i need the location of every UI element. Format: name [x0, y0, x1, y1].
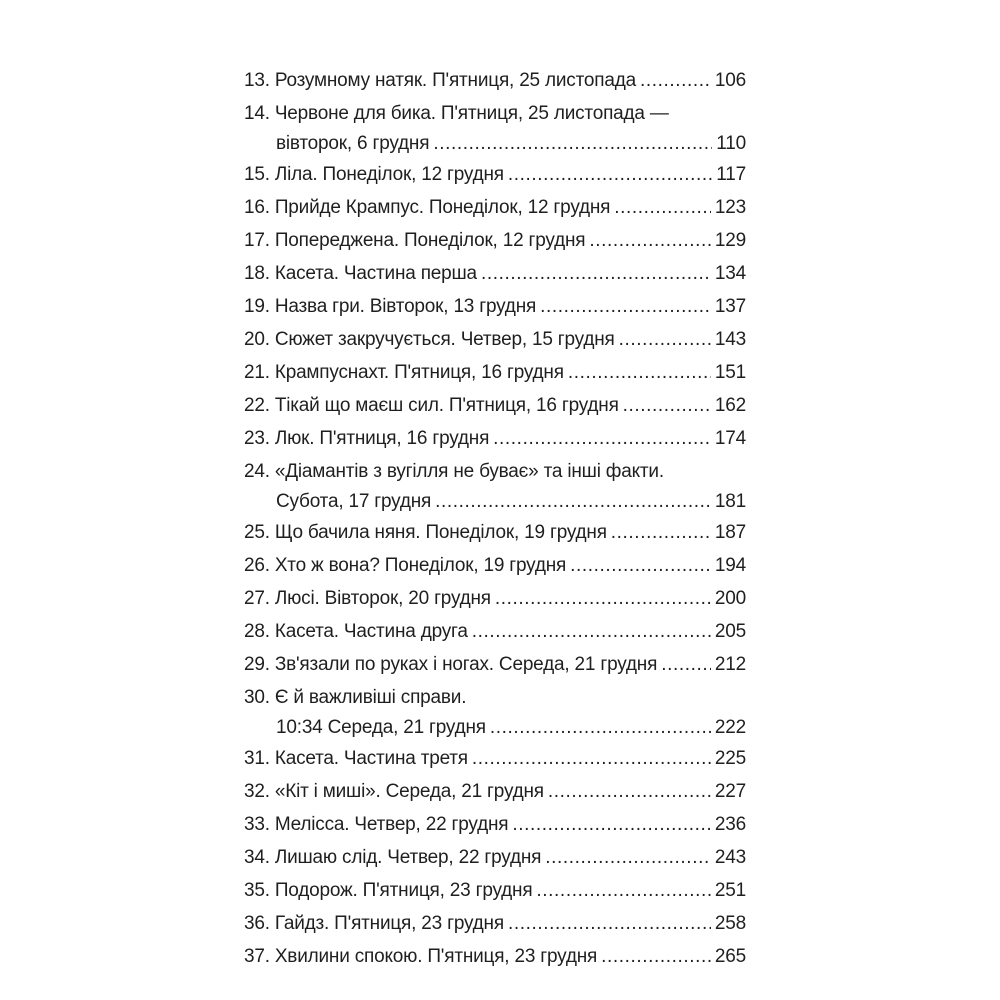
chapter-number: 36.	[244, 913, 270, 934]
chapter-title: Ліла. Понеділок, 12 грудня	[274, 164, 504, 185]
dot-leader	[570, 549, 711, 582]
chapter-title: Люк. П'ятниця, 16 грудня	[274, 428, 490, 449]
page-number: 194	[714, 555, 746, 576]
dot-leader	[493, 422, 711, 455]
dot-leader	[601, 940, 711, 973]
dot-leader	[568, 356, 711, 389]
dot-leader	[540, 290, 711, 323]
toc-entry	[244, 158, 746, 191]
toc-entry	[244, 455, 746, 516]
chapter-title: Червоне для бика. П'ятниця, 25 листопада —	[274, 103, 669, 124]
dot-leader	[508, 158, 712, 191]
chapter-title: Назва гри. Вівторок, 13 грудня	[274, 296, 537, 317]
page-number: 181	[714, 491, 746, 512]
toc-line	[244, 158, 746, 191]
toc-line	[244, 516, 746, 549]
chapter-number: 32.	[244, 781, 270, 802]
page-number: 225	[714, 748, 746, 769]
chapter-number: 17.	[244, 230, 270, 251]
toc-entry	[244, 191, 746, 224]
toc-line	[244, 808, 746, 841]
dot-leader	[545, 841, 711, 874]
chapter-number: 34.	[244, 847, 270, 868]
chapter-title: Гайдз. П'ятниця, 23 грудня	[274, 913, 504, 934]
chapter-title: Попереджена. Понеділок, 12 грудня	[274, 230, 586, 251]
toc-entry	[244, 615, 746, 648]
chapter-title: Касета. Частина третя	[274, 748, 468, 769]
page-number: 117	[716, 164, 746, 185]
toc-line	[244, 323, 746, 356]
dot-leader	[611, 516, 711, 549]
chapter-number: 31.	[244, 748, 270, 769]
toc-entry	[244, 549, 746, 582]
dot-leader	[433, 130, 712, 158]
page-number: 106	[714, 70, 746, 91]
toc-line	[244, 648, 746, 681]
toc-entry	[244, 356, 746, 389]
table-of-contents	[244, 64, 746, 973]
page-number: 222	[714, 717, 746, 738]
toc-line	[244, 97, 746, 130]
toc-line	[244, 455, 746, 488]
toc-line	[244, 130, 746, 158]
toc-entry	[244, 808, 746, 841]
dot-leader	[512, 808, 711, 841]
page-number: 243	[714, 847, 746, 868]
toc-entry	[244, 290, 746, 323]
toc-line	[244, 615, 746, 648]
chapter-number: 24.	[244, 461, 270, 482]
dot-leader	[508, 907, 711, 940]
toc-entry	[244, 582, 746, 615]
toc-line	[244, 257, 746, 290]
page-number: 236	[714, 814, 746, 835]
toc-entry	[244, 516, 746, 549]
dot-leader	[640, 64, 711, 97]
chapter-title: Сюжет закручується. Четвер, 15 грудня	[274, 329, 615, 350]
chapter-title: Зв'язали по руках і ногах. Середа, 21 грудня	[274, 654, 658, 675]
chapter-number: 25.	[244, 522, 270, 543]
page-number: 265	[714, 946, 746, 967]
chapter-number: 22.	[244, 395, 270, 416]
chapter-number: 13.	[244, 70, 270, 91]
toc-entry	[244, 775, 746, 808]
chapter-number: 21.	[244, 362, 270, 383]
toc-line	[244, 549, 746, 582]
chapter-title: Крампуснахт. П'ятниця, 16 грудня	[274, 362, 564, 383]
toc-entry	[244, 940, 746, 973]
toc-line	[244, 681, 746, 714]
chapter-title: Субота, 17 грудня	[276, 491, 432, 512]
toc-line	[244, 290, 746, 323]
page-number: 134	[714, 263, 746, 284]
toc-entry	[244, 97, 746, 158]
toc-entry	[244, 742, 746, 775]
page-number: 143	[714, 329, 746, 350]
toc-line	[244, 422, 746, 455]
page-number: 162	[714, 395, 746, 416]
page-number: 200	[714, 588, 746, 609]
chapter-title: Що бачила няня. Понеділок, 19 грудня	[274, 522, 607, 543]
dot-leader	[472, 615, 711, 648]
toc-line	[244, 389, 746, 422]
page-number: 129	[714, 230, 746, 251]
chapter-title: Мелісса. Четвер, 22 грудня	[274, 814, 509, 835]
page-number: 110	[716, 133, 746, 154]
chapter-title: Розумному натяк. П'ятниця, 25 листопада	[274, 70, 636, 91]
toc-line	[244, 841, 746, 874]
chapter-title: Хто ж вона? Понеділок, 19 грудня	[274, 555, 567, 576]
dot-leader	[623, 389, 711, 422]
chapter-title: «Кіт і миші». Середа, 21 грудня	[274, 781, 544, 802]
toc-line	[244, 742, 746, 775]
chapter-title: 10:34 Середа, 21 грудня	[276, 717, 486, 738]
chapter-title: Прийде Крампус. Понеділок, 12 грудня	[274, 197, 611, 218]
toc-line	[244, 714, 746, 742]
toc-line	[244, 356, 746, 389]
toc-line	[244, 907, 746, 940]
toc-entry	[244, 257, 746, 290]
toc-entry	[244, 874, 746, 907]
chapter-number: 23.	[244, 428, 270, 449]
chapter-number: 14.	[244, 103, 270, 124]
dot-leader	[619, 323, 711, 356]
dot-leader	[495, 582, 711, 615]
chapter-number: 18.	[244, 263, 270, 284]
chapter-title: Лишаю слід. Четвер, 22 грудня	[274, 847, 542, 868]
chapter-title: Люсі. Вівторок, 20 грудня	[274, 588, 491, 609]
page-number: 212	[714, 654, 746, 675]
chapter-title: Є й важливіші справи.	[274, 687, 467, 708]
page-number: 251	[714, 880, 746, 901]
toc-entry	[244, 841, 746, 874]
chapter-number: 30.	[244, 687, 270, 708]
toc-entry	[244, 681, 746, 742]
toc-entry	[244, 648, 746, 681]
chapter-number: 37.	[244, 946, 270, 967]
page-number: 227	[714, 781, 746, 802]
toc-line	[244, 582, 746, 615]
chapter-number: 27.	[244, 588, 270, 609]
dot-leader	[661, 648, 711, 681]
chapter-title: Касета. Частина друга	[274, 621, 468, 642]
dot-leader	[536, 874, 710, 907]
chapter-title: «Діамантів з вугілля не буває» та інші факти.	[274, 461, 664, 482]
dot-leader	[435, 488, 711, 516]
chapter-number: 16.	[244, 197, 270, 218]
toc-entry	[244, 907, 746, 940]
toc-line	[244, 775, 746, 808]
chapter-number: 33.	[244, 814, 270, 835]
chapter-number: 35.	[244, 880, 270, 901]
dot-leader	[472, 742, 711, 775]
page-number: 123	[714, 197, 746, 218]
toc-entry	[244, 64, 746, 97]
toc-entry	[244, 389, 746, 422]
toc-line	[244, 224, 746, 257]
toc-line	[244, 940, 746, 973]
chapter-title: вівторок, 6 грудня	[276, 133, 430, 154]
page-number: 151	[714, 362, 746, 383]
toc-entry	[244, 323, 746, 356]
toc-line	[244, 874, 746, 907]
chapter-number: 26.	[244, 555, 270, 576]
chapter-number: 20.	[244, 329, 270, 350]
chapter-number: 29.	[244, 654, 270, 675]
chapter-title: Подорож. П'ятниця, 23 грудня	[274, 880, 533, 901]
dot-leader	[614, 191, 711, 224]
chapter-title: Хвилини спокою. П'ятниця, 23 грудня	[274, 946, 598, 967]
page-number: 137	[714, 296, 746, 317]
chapter-number: 19.	[244, 296, 270, 317]
page-number: 174	[714, 428, 746, 449]
toc-line	[244, 64, 746, 97]
page-number: 187	[714, 522, 746, 543]
dot-leader	[548, 775, 711, 808]
chapter-title: Тікай що маєш сил. П'ятниця, 16 грудня	[274, 395, 619, 416]
chapter-title: Касета. Частина перша	[274, 263, 477, 284]
chapter-number: 28.	[244, 621, 270, 642]
toc-line	[244, 488, 746, 516]
page-number: 258	[714, 913, 746, 934]
dot-leader	[490, 714, 711, 742]
page-number: 205	[714, 621, 746, 642]
toc-line	[244, 191, 746, 224]
dot-leader	[481, 257, 711, 290]
toc-entry	[244, 422, 746, 455]
dot-leader	[589, 224, 711, 257]
chapter-number: 15.	[244, 164, 270, 185]
toc-entry	[244, 224, 746, 257]
